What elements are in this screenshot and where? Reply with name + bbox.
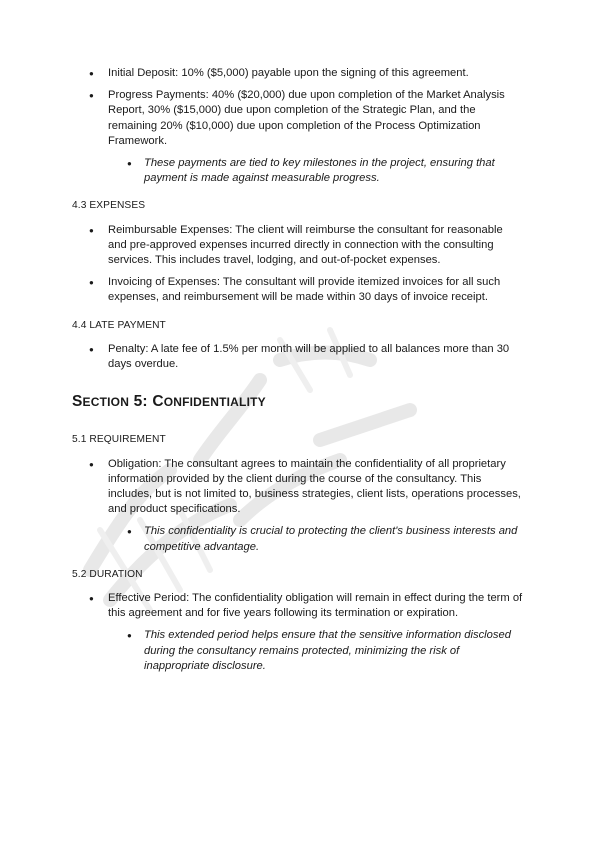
list-item-note: ● This confidentiality is crucial to protecting the client's business interests and competitive advantage. <box>72 524 524 554</box>
subsection-heading-requirement: 5.1 REQUIREMENT <box>72 434 166 446</box>
subsection-heading-duration: 5.2 DURATION <box>72 568 143 580</box>
list-item-note: ● These payments are tied to key milestones in the project, ensuring that payment is made against measurable progress. <box>72 156 524 186</box>
list-item: ● Penalty: A late fee of 1.5% per month will be applied to all balances more than 30 days overdue. <box>72 342 524 372</box>
list-item: ● Initial Deposit: 10% ($5,000) payable upon the signing of this agreement. <box>72 66 524 81</box>
section-prefix-cap: S <box>72 393 83 411</box>
expenses-list <box>72 223 524 306</box>
section-number: 5: <box>133 393 153 411</box>
list-item: ● Effective Period: The confidentiality obligation will remain in effect during the term of this agreement and for five years following its termination or expiration. <box>72 591 524 621</box>
list-item: ● Reimbursable Expenses: The client will reimburse the consultant for reasonable and pre-approved expenses incurred directly in connection with the consulting services. This includes travel, lodging, and out-of-pocket expenses. <box>72 223 524 269</box>
requirement-list <box>72 457 524 555</box>
section-title-rest: ONFIDENTIALITY <box>163 395 266 410</box>
section-prefix-rest: ECTION <box>82 395 130 410</box>
list-item-note: ● This extended period helps ensure that the sensitive information disclosed during the consultancy remains protected, minimizing the risk of inappropriate disclosure. <box>72 628 524 674</box>
list-item: ● Obligation: The consultant agrees to maintain the confidentiality of all proprietary information provided by the client during the course of the consultancy. This includes, but is not limited to, business strategies, client lists, operations processes, and product specifications. <box>72 457 524 518</box>
subsection-heading-expenses: 4.3 EXPENSES <box>72 200 146 212</box>
subsection-heading-late-payment: 4.4 LATE PAYMENT <box>72 319 166 331</box>
duration-list <box>72 591 524 674</box>
payment-list <box>72 66 524 186</box>
section-title-cap: C <box>152 393 164 411</box>
list-item: ● Invoicing of Expenses: The consultant will provide itemized invoices for all such expenses, and reimbursement will be made within 30 days of invoice receipt. <box>72 275 524 305</box>
list-item: ● Progress Payments: 40% ($20,000) due upon completion of the Market Analysis Report, 30% ($15,000) due upon completion of the Strategic Plan, and the remaining 20% ($10,000) due upon completion of the Process Optimization Framework. <box>72 88 524 149</box>
late-payment-list <box>72 342 524 372</box>
section-heading <box>72 394 524 410</box>
